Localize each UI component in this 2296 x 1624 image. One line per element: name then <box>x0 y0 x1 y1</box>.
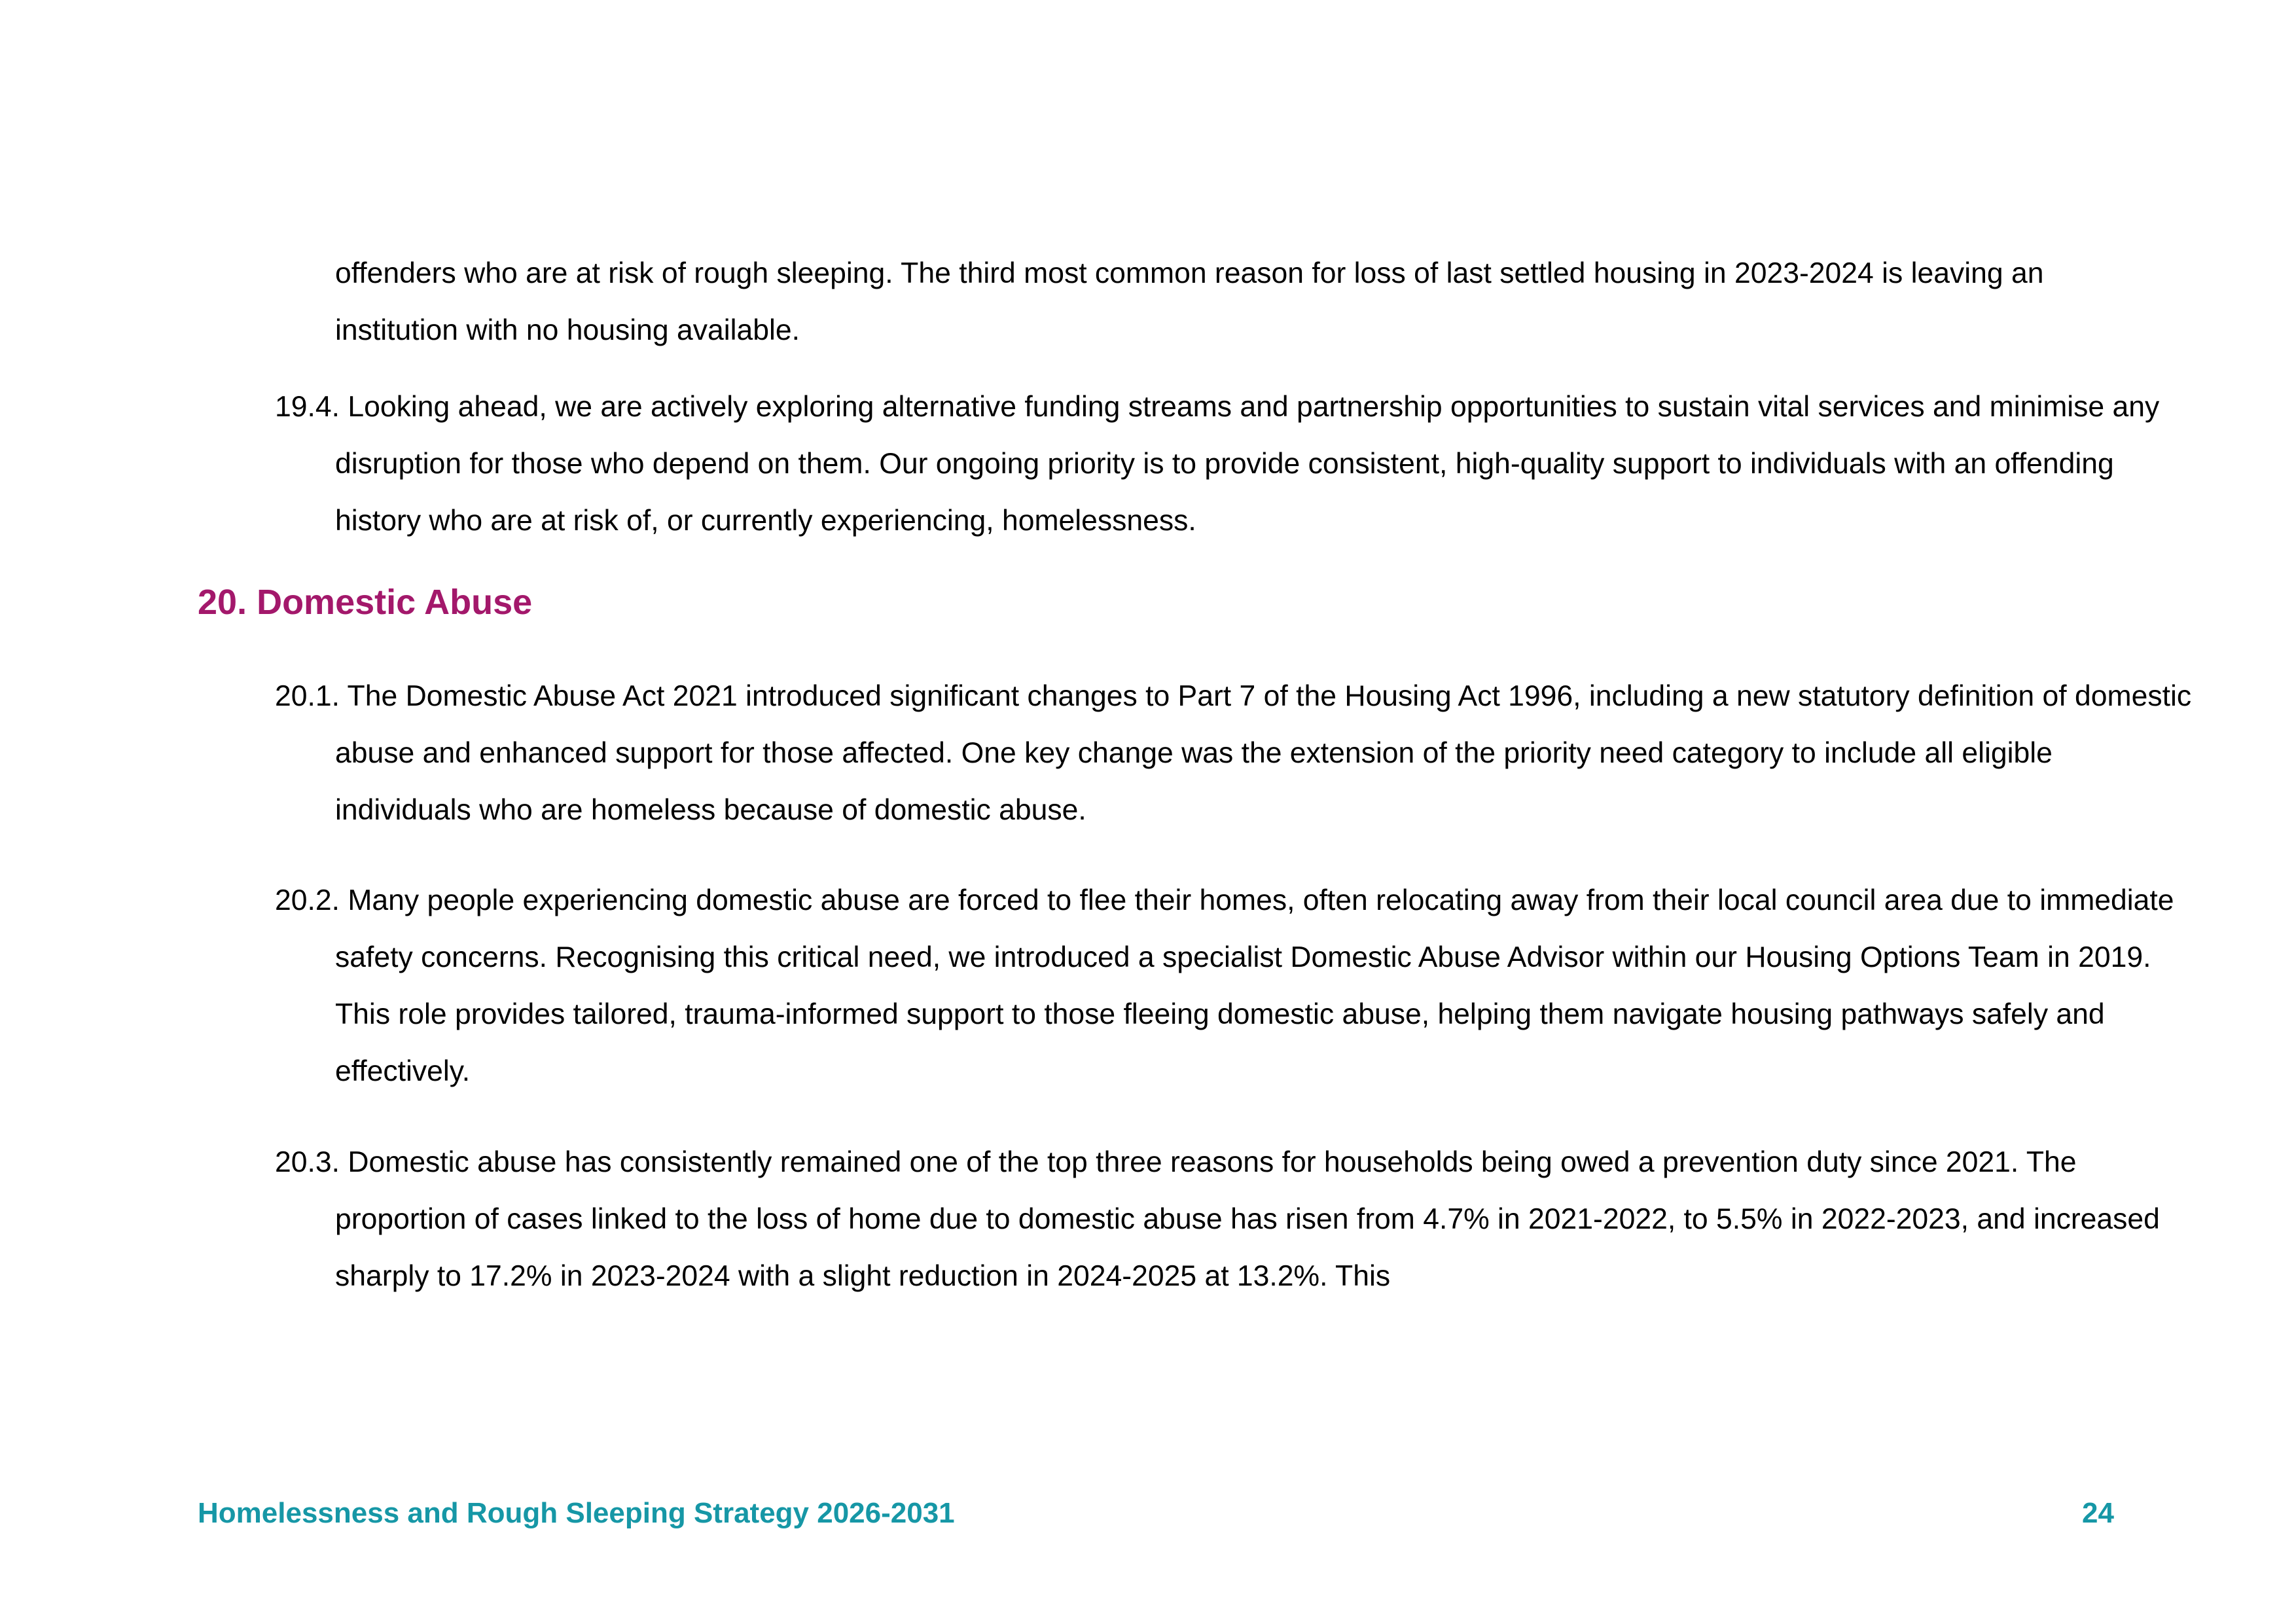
paragraph-text: Many people experiencing domestic abuse are forced to flee their homes, often relocating away from their local council area due to immediate safety concerns. Recognising this critical need, we introduced a specialist Domestic Abuse Advisor within our Housing Options Team in 2019. This role provides tailored, trauma-informed support to those fleeing domestic abuse, helping them navigate housing pathways safely and effectively. <box>335 884 2174 1087</box>
continuation-text: offenders who are at risk of rough sleeping. The third most common reason for loss of last settled housing in 2023-2024 is leaving an institution with no housing available. <box>335 257 2044 346</box>
paragraph-20-2 <box>275 872 2194 1100</box>
paragraph-text: Looking ahead, we are actively exploring alternative funding streams and partnership opportunities to sustain vital services and minimise any disruption for those who depend on them. Our ongoing priority is to provide consistent, high-quality support to individuals with an offending history who are at risk of, or currently experiencing, homelessness. <box>335 391 2160 537</box>
paragraph-number: 20.3. <box>275 1146 340 1178</box>
page-number: 24 <box>2082 1497 2114 1529</box>
paragraph-19-4 <box>275 378 2194 549</box>
paragraph-number: 20.1. <box>275 680 340 712</box>
paragraph-20-1 <box>275 668 2194 839</box>
continuation-paragraph <box>335 245 2142 359</box>
footer-title: Homelessness and Rough Sleeping Strategy 2026-2031 <box>198 1497 955 1529</box>
section-heading: 20. Domestic Abuse <box>198 583 533 622</box>
paragraph-number: 19.4. <box>275 391 340 423</box>
paragraph-20-3 <box>275 1134 2194 1305</box>
paragraph-text: Domestic abuse has consistently remained one of the top three reasons for households being owed a prevention duty since 2021. The proportion of cases linked to the loss of home due to domestic abuse has risen from 4.7% in 2021-2022, to 5.5% in 2022-2023, and increased sharply to 17.2% in 2023-2024 with a slight reduction in 2024-2025 at 13.2%. This <box>335 1146 2160 1292</box>
paragraph-text: The Domestic Abuse Act 2021 introduced significant changes to Part 7 of the Housing Act 1996, including a new statutory definition of domestic abuse and enhanced support for those affected. One key change was the extension of the priority need category to include all eligible individuals who are homeless because of domestic abuse. <box>335 680 2192 826</box>
paragraph-number: 20.2. <box>275 884 340 916</box>
